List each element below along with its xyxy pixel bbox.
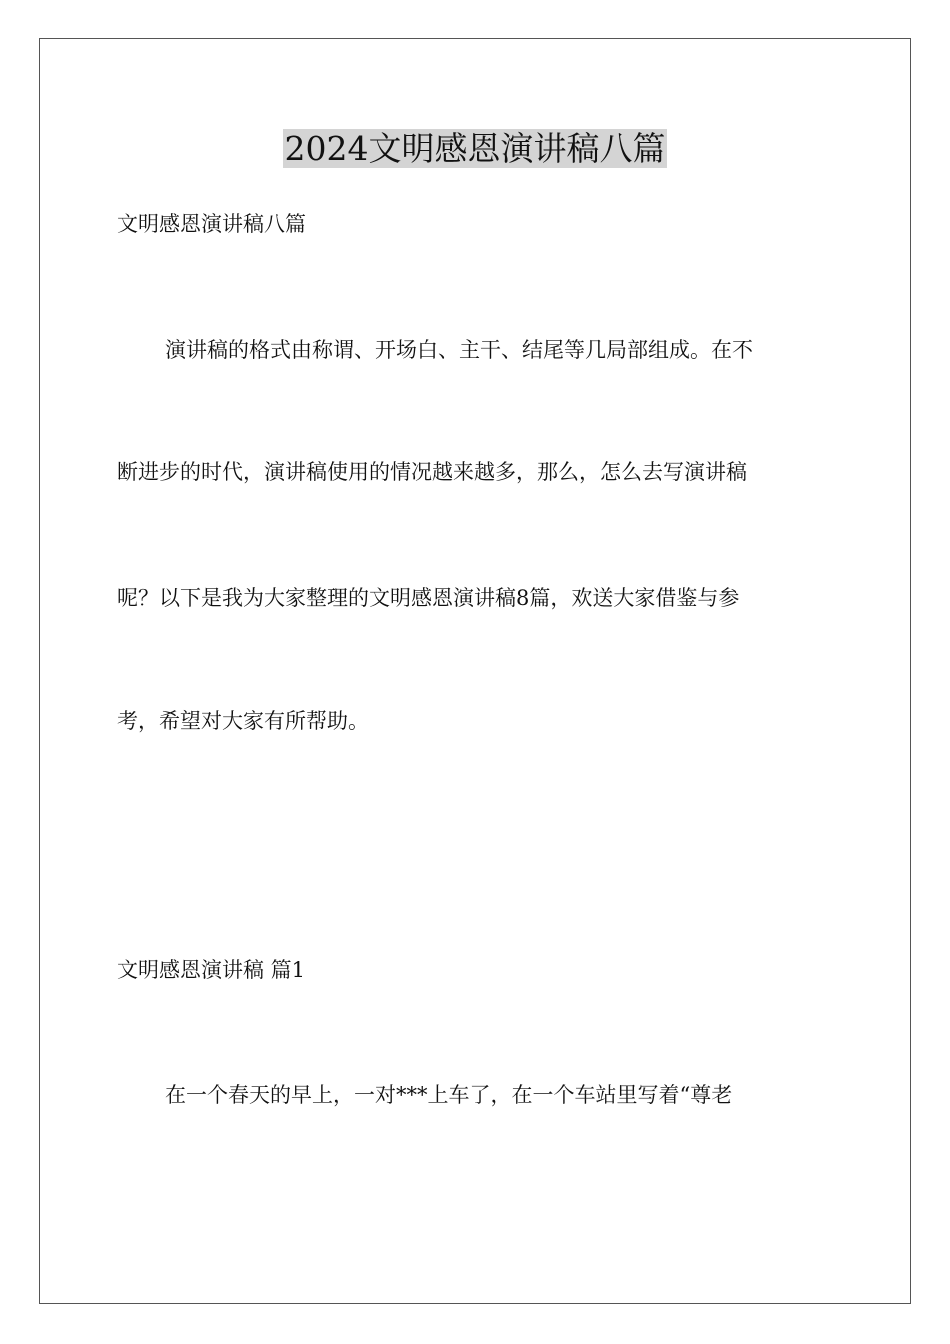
document-title <box>0 128 950 170</box>
document-subtitle: 文明感恩演讲稿八篇 <box>117 212 306 236</box>
intro-line-4: 考，希望对大家有所帮助。 <box>117 709 369 733</box>
intro-line-2: 断进步的时代，演讲稿使用的情况越来越多，那么，怎么去写演讲稿 <box>117 460 747 484</box>
intro-line-3: 呢？以下是我为大家整理的文明感恩演讲稿8篇，欢送大家借鉴与参 <box>117 586 740 610</box>
section-paragraph-line: 在一个春天的早上，一对***上车了，在一个车站里写着“尊老 <box>165 1083 733 1107</box>
document-title-text: 2024文明感恩演讲稿八篇 <box>284 129 666 168</box>
section-heading: 文明感恩演讲稿 篇1 <box>117 958 306 982</box>
intro-line-1: 演讲稿的格式由称谓、开场白、主干、结尾等几局部组成。在不 <box>165 338 753 362</box>
